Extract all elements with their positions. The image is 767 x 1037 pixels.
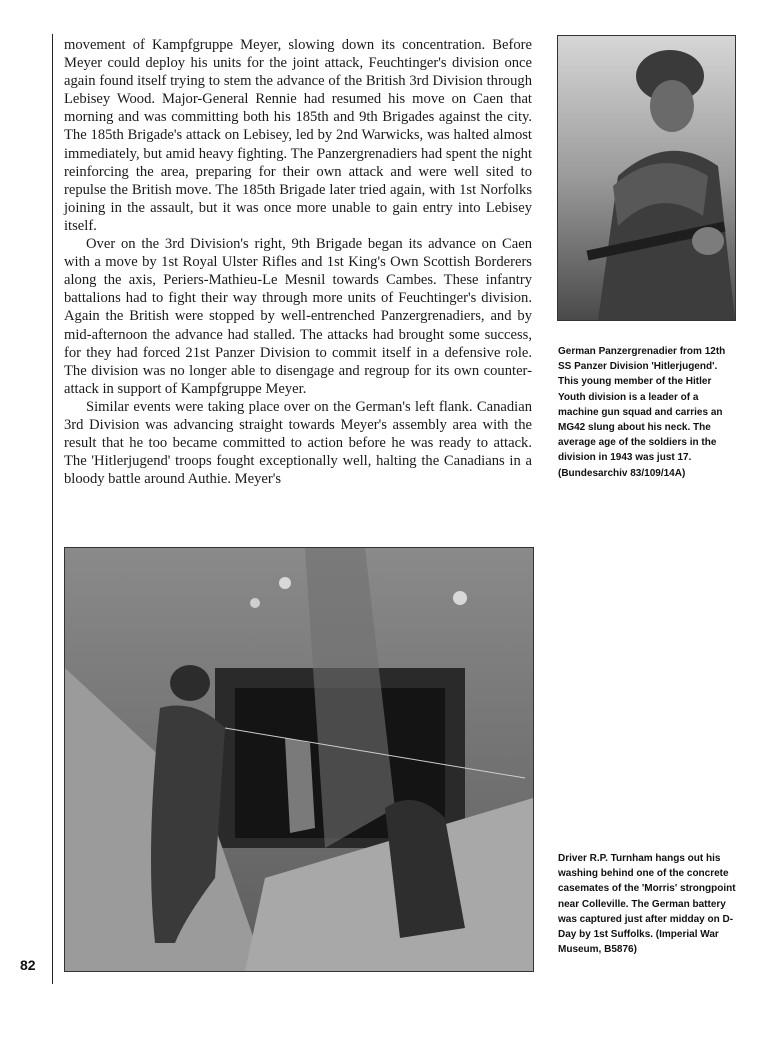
caption-top-photo: German Panzergrenadier from 12th SS Panzer Division 'Hitlerjugend'. This young member of the Hitler Youth division is a leader of a machine gun squad and carries an MG42 slung about his neck. The average age of the soldiers in the division in 1943 was just 17. (Bundesarchiv 83/109/14A) xyxy=(558,346,726,479)
margin-rule xyxy=(52,34,53,984)
photo-panzergrenadier xyxy=(557,35,736,321)
photo-casemate-washing xyxy=(64,547,534,972)
body-paragraph-2: Over on the 3rd Division's right, 9th Brigade began its advance on Caen with a move by 1st Royal Ulster Rifles and 1st King's Own Scottish Borderers along the axis, Periers-Mathieu-Le Mesnil towards Cambes. These infantry battalions had to fight their way through more units of Feuchtinger's division. Again the British were stopped by well-entrenched Panzergrenadiers, and by mid-afternoon the advance had stalled. The attacks had brought some success, for they had forced 21st Panzer Division to commit itself in a defensive role. The division was no longer able to disengage and regroup for its own counter-attack in support of Kampfgruppe Meyer. xyxy=(64,236,532,397)
body-paragraph-3: Similar events were taking place over on the German's left flank. Canadian 3rd Division was advancing straight towards Meyer's assembly area with the result that he too became committed to action before he was ready to attack. The 'Hitlerjugend' troops fought exceptionally well, halting the Canadians in a bloody battle around Authie. Meyer's xyxy=(64,398,532,488)
body-paragraph-1: movement of Kampfgruppe Meyer, slowing down its concentration. Before Meyer could deploy his units for the joint attack, Feuchtinger's division once again found itself trying to stem the advance of the British 3rd Division through Lebisey Wood. Major-General Rennie had resumed his move on Caen that morning and was committing both his 185th and 9th Brigades against the city. The 185th Brigade's attack on Lebisey, led by 2nd Warwicks, was halted almost immediately, but amid heavy fighting. The Panzergrenadiers had spent the night reinforcing the area, preparing for their own attack and were well sited to repulse the British move. The 185th Brigade later tried again, with 1st Norfolks joining in the assault, but it was once more unable to gain entry into Lebisey itself. xyxy=(64,37,532,234)
body-text xyxy=(64,36,532,488)
caption-bottom-photo: Driver R.P. Turnham hangs out his washing behind one of the concrete casemates of the 'Morris' strongpoint near Colleville. The German battery was captured just after midday on D-Day by 1st Suffolks. (Imperial War Museum, B5876) xyxy=(558,853,736,956)
page-number: 82 xyxy=(20,957,36,973)
